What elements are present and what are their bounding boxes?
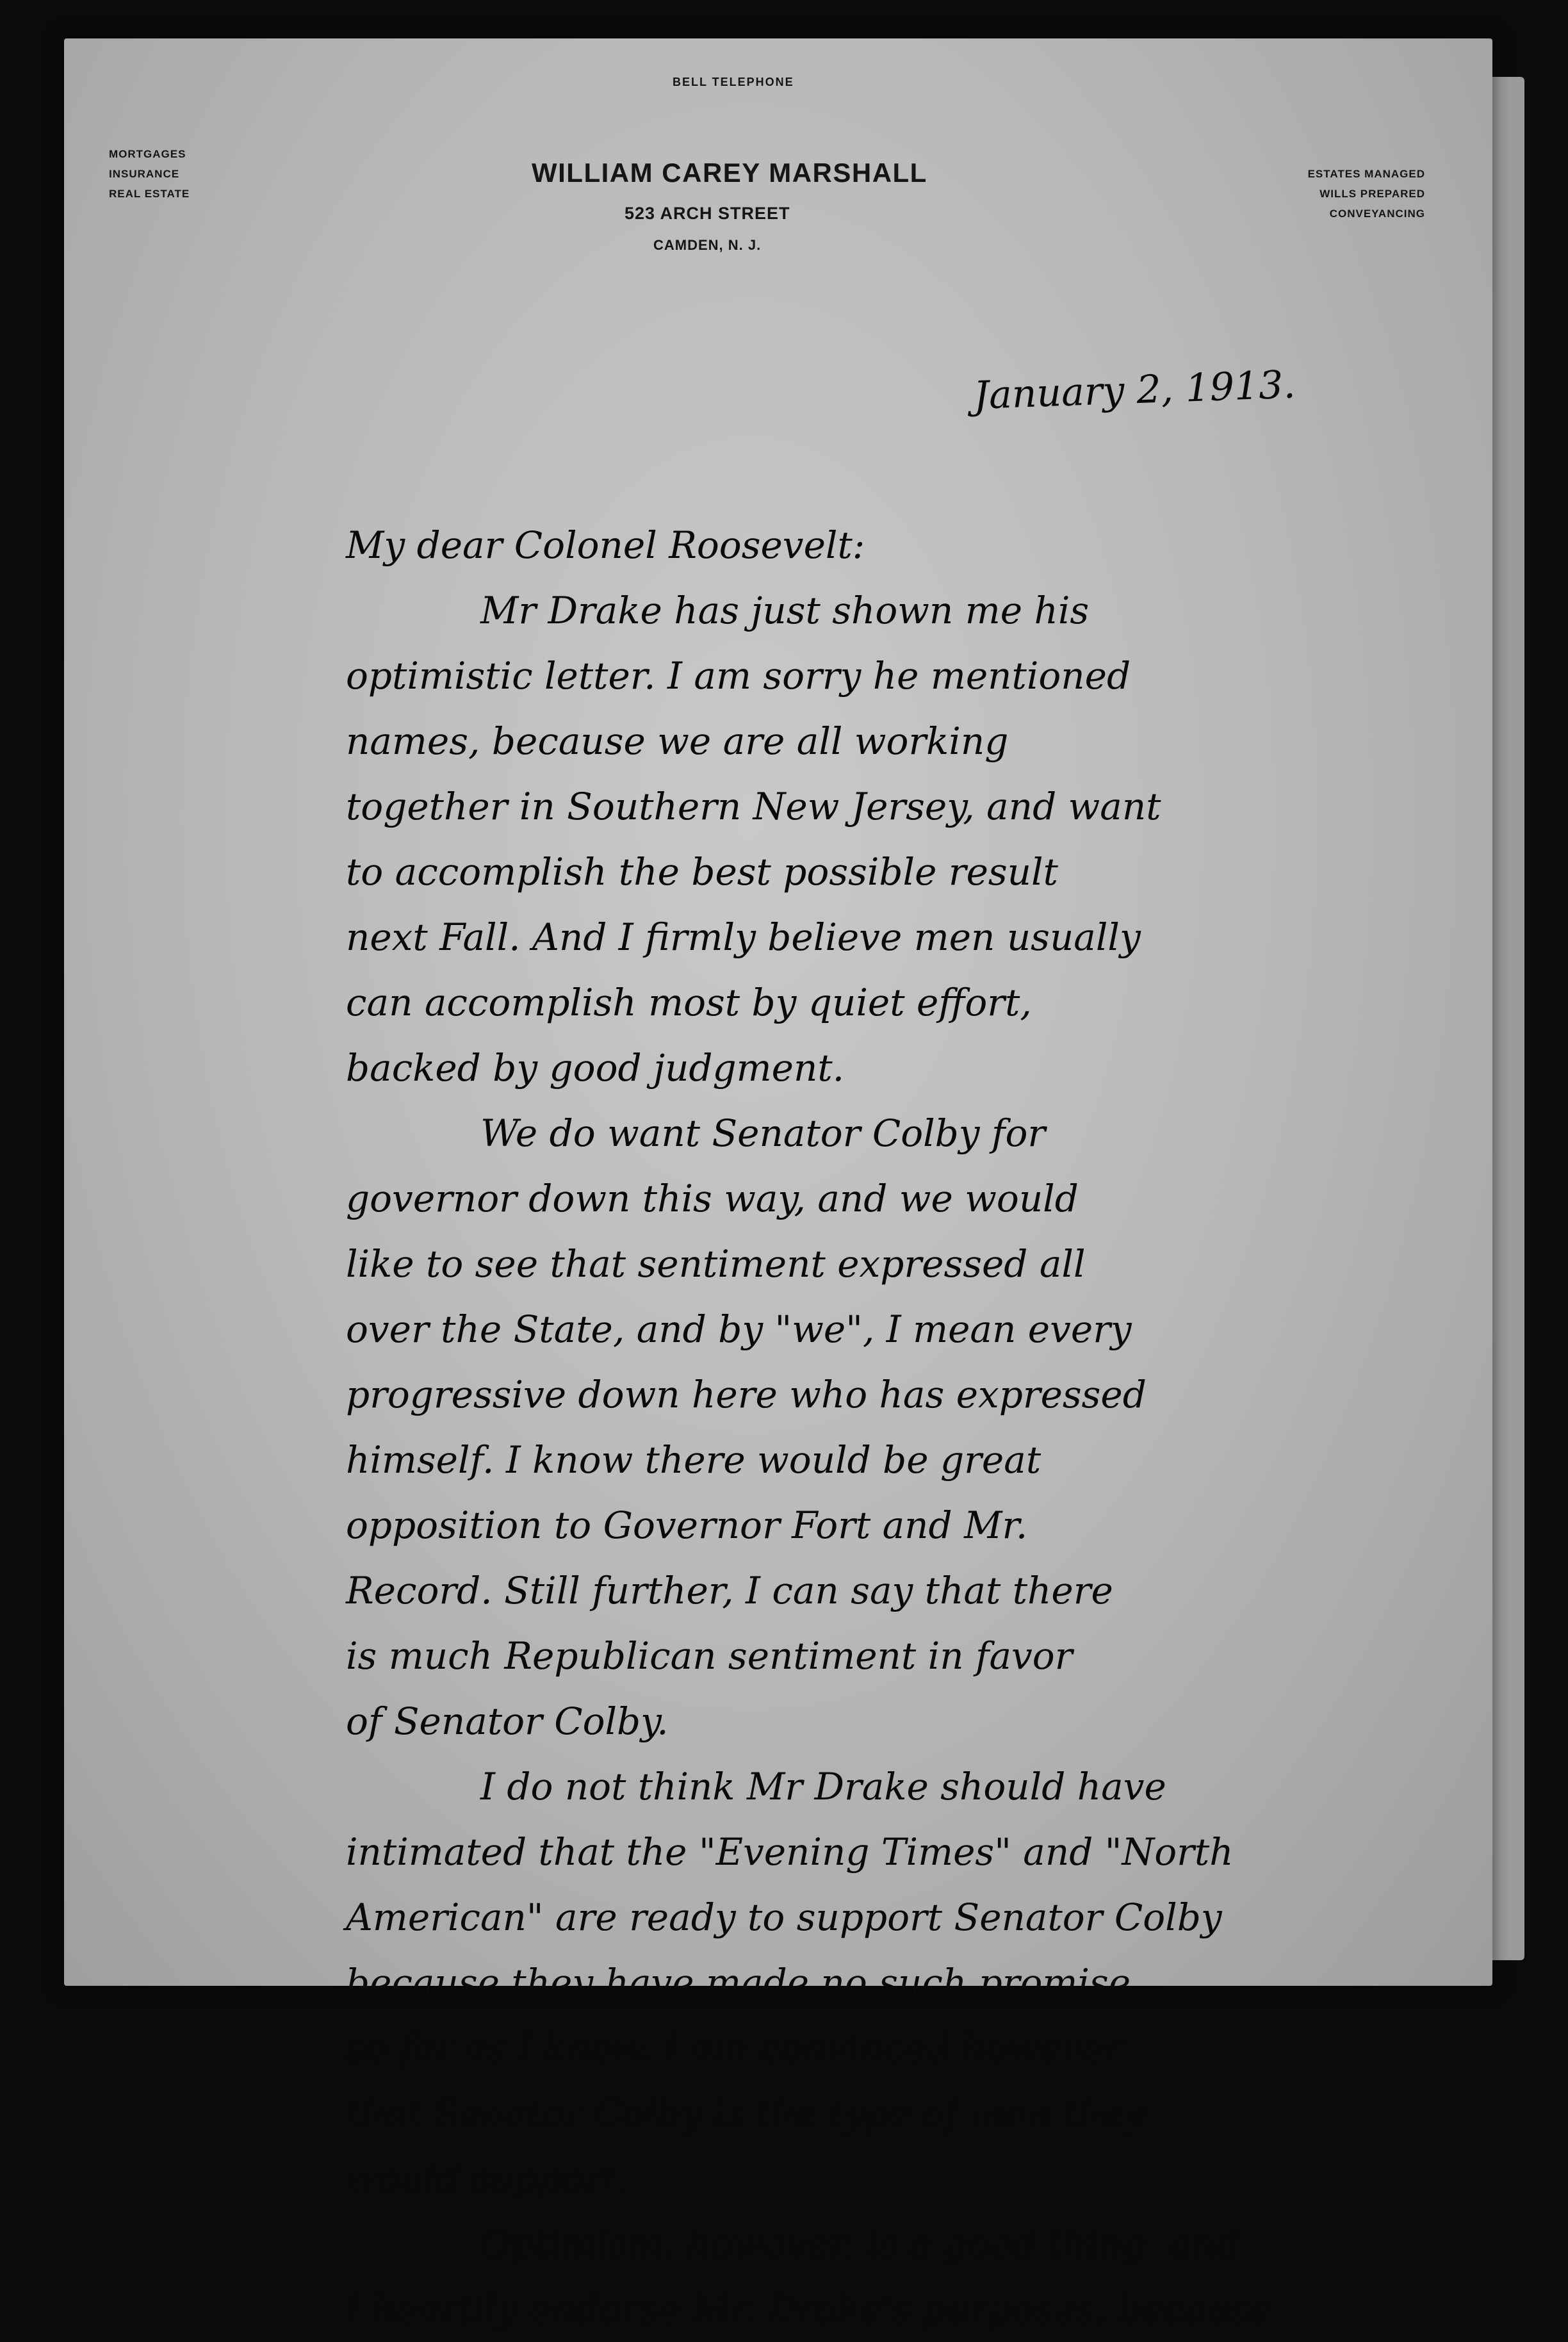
service-real-estate: REAL ESTATE xyxy=(109,188,190,200)
salutation: My dear Colonel Roosevelt: xyxy=(346,523,865,567)
letterhead-right-services xyxy=(1201,164,1425,224)
body-line: Optimism, however, is a good thing, and xyxy=(480,2222,1240,2266)
body-line: can accomplish most by quiet effort, xyxy=(346,981,1032,1024)
service-estates-managed: ESTATES MANAGED xyxy=(1307,168,1425,180)
body-line: is much Republican sentiment in favor xyxy=(346,1634,1073,1678)
body-line: to accomplish the best possible result xyxy=(346,850,1058,894)
body-line: I do not think Mr Drake should have xyxy=(480,1765,1166,1808)
body-line: names, because we are all working xyxy=(346,719,1009,763)
letterhead-city: CAMDEN, N. J. xyxy=(653,237,762,253)
letterhead-name: WILLIAM CAREY MARSHALL xyxy=(532,158,927,188)
body-line: We do want Senator Colby for xyxy=(480,1111,1046,1155)
body-line: I heartily endorse Mr. Drake's purposes, because xyxy=(346,2288,1272,2331)
body-line: opposition to Governor Fort and Mr. xyxy=(346,1503,1028,1547)
letterhead-street: 523 ARCH STREET xyxy=(625,204,790,223)
service-mortgages: MORTGAGES xyxy=(109,148,186,160)
letterhead-left-services xyxy=(109,144,190,204)
body-line: like to see that sentiment expressed all xyxy=(346,1242,1086,1286)
body-line: of Senator Colby. xyxy=(346,1699,669,1743)
service-conveyancing: CONVEYANCING xyxy=(1329,208,1425,220)
letter-body xyxy=(346,512,1448,2342)
body-line: Mr Drake has just shown me his xyxy=(480,589,1090,632)
body-line: himself. I know there would be great xyxy=(346,1438,1041,1482)
body-line: backed by good judgment. xyxy=(346,1046,845,1090)
body-line: together in Southern New Jersey, and want xyxy=(346,785,1161,828)
body-line: because they have made no such promise xyxy=(346,1961,1131,2004)
body-line: optimistic letter. I am sorry he mentioned xyxy=(346,654,1131,698)
letterhead-telephone: BELL TELEPHONE xyxy=(673,76,794,88)
letter-date: January 2, 1913. xyxy=(972,362,1296,418)
body-line: next Fall. And I firmly believe men usually xyxy=(346,915,1141,959)
body-line: that Senator Colby is the type of man they xyxy=(346,2092,1145,2135)
service-wills-prepared: WILLS PREPARED xyxy=(1319,188,1425,200)
body-line: would support. xyxy=(346,2157,629,2200)
body-line: American" are ready to support Senator Colby xyxy=(346,1896,1222,1939)
body-line: Record. Still further, I can say that there xyxy=(346,1569,1113,1612)
body-line: intimated that the "Evening Times" and "North xyxy=(346,1830,1234,1874)
body-line: governor down this way, and we would xyxy=(346,1177,1079,1220)
body-line: over the State, and by "we", I mean every xyxy=(346,1307,1132,1351)
body-line: so far as I know. I am convinced however xyxy=(346,2026,1123,2070)
service-insurance: INSURANCE xyxy=(109,168,180,180)
body-line: progressive down here who has expressed xyxy=(346,1373,1147,1416)
